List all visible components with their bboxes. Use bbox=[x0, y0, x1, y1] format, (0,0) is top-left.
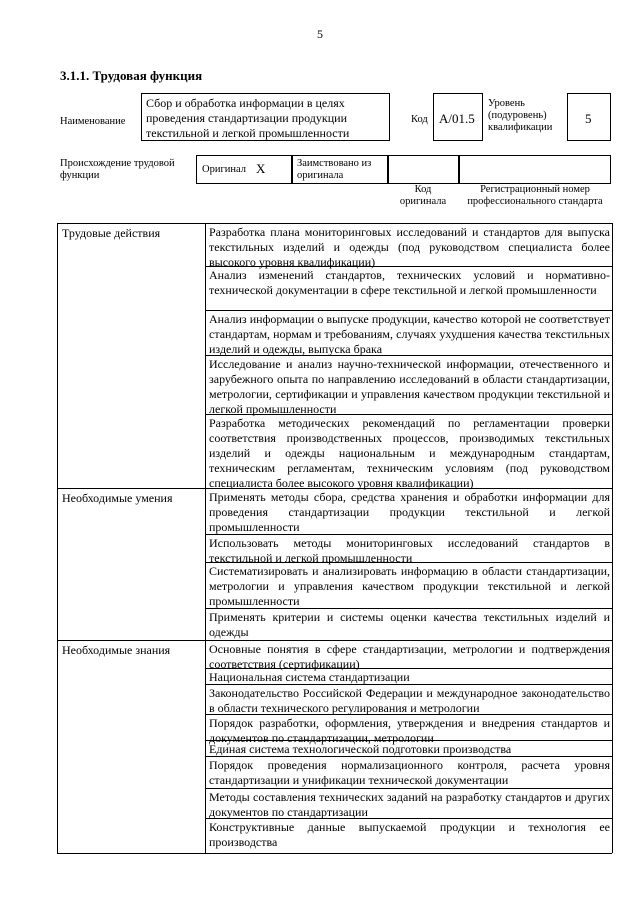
item-divider bbox=[205, 714, 612, 715]
requirement-item: Анализ изменений стандартов, технических условий и нормативно-технической документации в сфере текстильной и легкой промышленности bbox=[209, 268, 610, 297]
requirement-item: Анализ информации о выпуске продукции, качество которой не соответствует стандартам, нормам и требованиям, случаях ухудшения качества текстильных изделий и одежды, выпуска брака bbox=[209, 312, 610, 356]
requirement-item: Законодательство Российской Федерации и международное законодательство в области технического регулирования и метрологии bbox=[209, 686, 610, 715]
requirement-item: Исследование и анализ научно-технической информации, отечественного и зарубежного опыта по направлению исследований в области стандартизации, метрологии, сертификации и управления качеством продукции текстильной и легкой промышленности bbox=[209, 357, 610, 416]
code-original-caption: Код оригинала bbox=[399, 184, 447, 207]
requirement-item: Конструктивные данные выпускаемой продукции и технология ее производства bbox=[209, 820, 610, 849]
item-divider bbox=[205, 740, 612, 741]
code-value: А/01.5 bbox=[439, 111, 475, 126]
level-label: Уровень (подуровень) квалификации bbox=[488, 98, 553, 133]
item-divider bbox=[205, 562, 612, 563]
table-column-divider bbox=[205, 223, 206, 853]
requirement-item: Методы составления технических заданий на разработку стандартов и других документов по стандартизации bbox=[209, 790, 610, 819]
requirement-item: Порядок разработки, оформления, утверждения и внедрения стандартов и документов по стандартизации, метрологии bbox=[209, 716, 610, 745]
table-top-border bbox=[57, 223, 612, 224]
original-mark: X bbox=[256, 161, 266, 176]
code-original-box bbox=[388, 155, 459, 184]
item-divider bbox=[205, 310, 612, 311]
origin-label: Происхождение трудовой функции bbox=[60, 158, 175, 181]
item-divider bbox=[205, 818, 612, 819]
requirement-item: Применять критерии и системы оценки качества текстильных изделий и одежды bbox=[209, 610, 610, 639]
item-divider bbox=[205, 756, 612, 757]
item-divider bbox=[205, 788, 612, 789]
requirement-item: Национальная система стандартизации bbox=[209, 670, 410, 684]
page-number: 5 bbox=[317, 27, 323, 41]
item-divider bbox=[205, 534, 612, 535]
table-left-border bbox=[57, 223, 58, 853]
item-divider bbox=[205, 355, 612, 356]
section-divider bbox=[57, 488, 612, 489]
borrowed-label: Заимствовано из оригинала bbox=[297, 158, 372, 181]
requirement-item: Порядок проведения нормализационного контроля, расчета уровня стандартизации и унификации технической документации bbox=[209, 758, 610, 787]
requirement-item: Разработка методических рекомендаций по регламентации проверки соответствия производственных процессов, производимых текстильных изделий и одежды национальным и международным стандартам, техническим регламентам, техническим условиям (под руководством специалиста более высокого уровня квалификации) bbox=[209, 416, 610, 490]
section-heading: 3.1.1. Трудовая функция bbox=[60, 68, 203, 83]
original-label: Оригинал bbox=[202, 164, 246, 175]
section-label: Необходимые знания bbox=[62, 643, 171, 657]
table-right-border bbox=[612, 223, 613, 853]
requirement-item: Систематизировать и анализировать информацию в области стандартизации, метрологии и управления качеством продукции текстильной и легкой промышленности bbox=[209, 564, 610, 608]
section-label: Трудовые действия bbox=[62, 226, 161, 240]
requirement-item: Разработка плана мониторинговых исследований и стандартов для выпуска текстильных изделий и одежды (под руководством специалиста более высокого уровня квалификации) bbox=[209, 225, 610, 269]
item-divider bbox=[205, 668, 612, 669]
requirement-item: Использовать методы мониторинговых исследований стандартов в текстильной и легкой промышленности bbox=[209, 536, 610, 565]
item-divider bbox=[205, 414, 612, 415]
function-name: Сбор и обработка информации в целях проведения стандартизации продукции текстильной и легкой промышленности bbox=[146, 96, 350, 140]
table-bottom-border bbox=[57, 853, 612, 854]
code-label: Код bbox=[411, 114, 428, 125]
section-label: Необходимые умения bbox=[62, 491, 173, 505]
level-value: 5 bbox=[585, 111, 592, 126]
item-divider bbox=[205, 608, 612, 609]
requirement-item: Применять методы сбора, средства хранения и обработки информации для проведения стандартизации продукции текстильной и легкой промышленности bbox=[209, 490, 610, 534]
requirement-item: Основные понятия в сфере стандартизации, метрологии и подтверждения соответствия (сертификации) bbox=[209, 642, 610, 671]
item-divider bbox=[205, 684, 612, 685]
item-divider bbox=[205, 266, 612, 267]
requirement-item: Единая система технологической подготовки производства bbox=[209, 742, 512, 756]
name-label: Наименование bbox=[60, 116, 126, 127]
reg-number-caption: Регистрационный номер профессионального стандарта bbox=[467, 184, 603, 207]
section-divider bbox=[57, 640, 612, 641]
reg-number-box bbox=[459, 155, 611, 184]
